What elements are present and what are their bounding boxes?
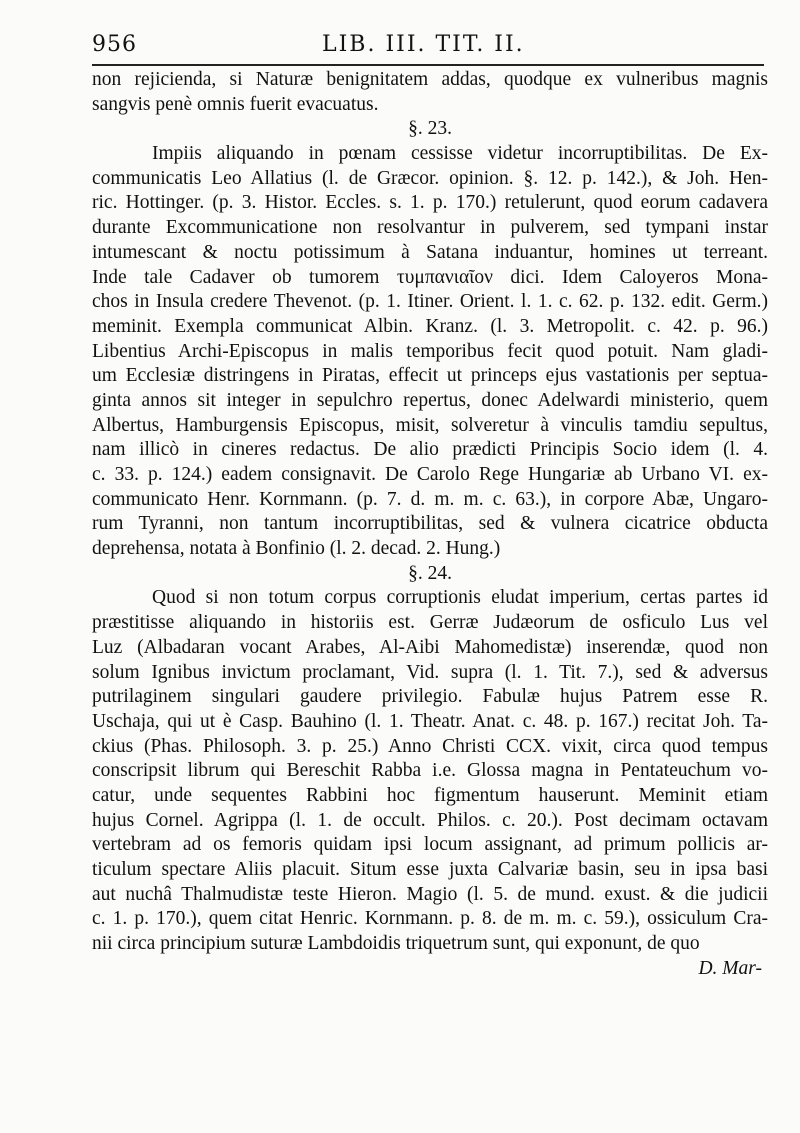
text-line: chos in Insula credere Thevenot. (p. 1. Itiner. Orient. l. 1. c. 62. p. 132. edit. Germ.) [92,291,768,313]
text-line: meminit. Exempla communicat Albin. Kranz. (l. 3. Metropolit. c. 42. p. 96.) [92,315,768,337]
section-heading: §. 23. [408,118,452,140]
text-line: vertebram ad os femoris quidam ipsi locum assignant, ad primum pollicis ar- [92,834,768,856]
text-line: præstitisse aliquando in historiis est. Gerræ Judæorum de osficulo Lus vel [92,612,768,634]
text-line: hujus Cornel. Agrippa (l. 1. de occult. Philos. c. 20.). Post decimam octavam [92,809,768,831]
text-line: durante Excommunicatione non resolvantur in pulverem, sed tympani instar [92,217,768,239]
text-line: Albertus, Hamburgensis Episcopus, misit, solveretur à vinculis tamdiu sepultus, [92,414,768,436]
text-line: catur, unde sequentes Rabbini hoc figmentum hauserunt. Meminit etiam [92,784,768,806]
text-line: Luz (Albadaran vocant Arabes, Al-Aibi Mahomedistæ) inserendæ, quod non [92,636,768,658]
text-line: ticulum spectare Aliis placuit. Situm esse juxta Calvariæ basin, seu in ipsa basi [92,859,768,880]
page-body [92,68,768,981]
text-line: c. 1. p. 170.), quem citat Henric. Kornmann. p. 8. de m. m. c. 59.), ossiculum Cra- [92,908,768,930]
text-line: communicatis Leo Allatius (l. de Græcor. opinion. §. 12. p. 142.), & Joh. Hen- [92,167,768,189]
text-line: putrilaginem singulari gaudere privilegio. Fabulæ hujus Patrem esse R. [92,686,768,708]
text-line: conscripsit librum qui Bereschit Rabba i.e. Glossa magna in Pentateuchum vo- [92,760,768,782]
text-line: intumescant & noctu potissimum à Satana induantur, homines ut terreant. [92,241,768,263]
text-line: um Ecclesiæ distringens in Piratas, effecit ut princeps ejus vastationis per septua- [92,365,768,387]
text-line: sangvis penè omnis fuerit evacuatus. [92,93,379,115]
text-line: Inde tale Cadaver ob tumorem τυμπανιαῖον dici. Idem Caloyeros Mona- [92,266,768,288]
text-line: ckius (Phas. Philosoph. 3. p. 25.) Anno Christi CCX. vixit, circa quod tempus [92,735,768,757]
text-line: Impiis aliquando in pœnam cessisse videtur incorruptibilitas. De Ex- [152,143,768,165]
page-number: 956 [92,32,137,57]
text-line: Quod si non totum corpus corruptionis eludat imperium, certas partes id [152,587,768,609]
text-line: aut nuchâ Thalmudistæ teste Hieron. Magio (l. 5. de mund. exust. & die judicii [92,883,768,905]
text-line: nii circa principium suturæ Lambdoidis triquetrum sunt, qui exponunt, de quo [92,933,700,955]
text-line: communicato Henr. Kornmann. (p. 7. d. m. m. c. 63.), in corpore Abæ, Ungaro- [92,488,768,510]
text-line: c. 33. p. 124.) eadem consignavit. De Carolo Rege Hungariæ ab Urbano VI. ex- [92,464,768,485]
text-line: ginta annos sit integer in sepulchro repertus, donec Adelwardi ministerio, quem [92,389,768,411]
header-rule [92,64,764,66]
text-line: Uschaja, qui ut è Casp. Bauhino (l. 1. Theatr. Anat. c. 48. p. 167.) recitat Joh. Ta- [92,710,768,732]
page-header [92,28,772,64]
text-line: ric. Hottinger. (p. 3. Histor. Eccles. s. 1. p. 170.) retulerunt, quod eorum cadavera [92,192,768,214]
text-line: nam illicò in cineres redactus. De alio prædicti Principis Socio idem (l. 4. [92,439,768,461]
text-line: non rejicienda, si Naturæ benignitatem addas, quodque ex vulneribus magnis [92,69,768,90]
text-line: solum Ignibus invictum proclamant, Vid. supra (l. 1. Tit. 7.), sed & adversus [92,661,768,683]
running-title: LIB. III. TIT. II. [322,32,525,57]
text-line: Libentius Archi-Episcopus in malis temporibus fecit quod potuit. Nam gladi- [92,340,768,362]
text-line: deprehensa, notata à Bonfinio (l. 2. decad. 2. Hung.) [92,538,501,560]
text-line: rum Tyranni, non tantum incorruptibilitas, sed & vulnera cicatrice obducta [92,513,768,535]
catchword: D. Mar- [698,957,762,979]
section-heading: §. 24. [408,562,452,584]
